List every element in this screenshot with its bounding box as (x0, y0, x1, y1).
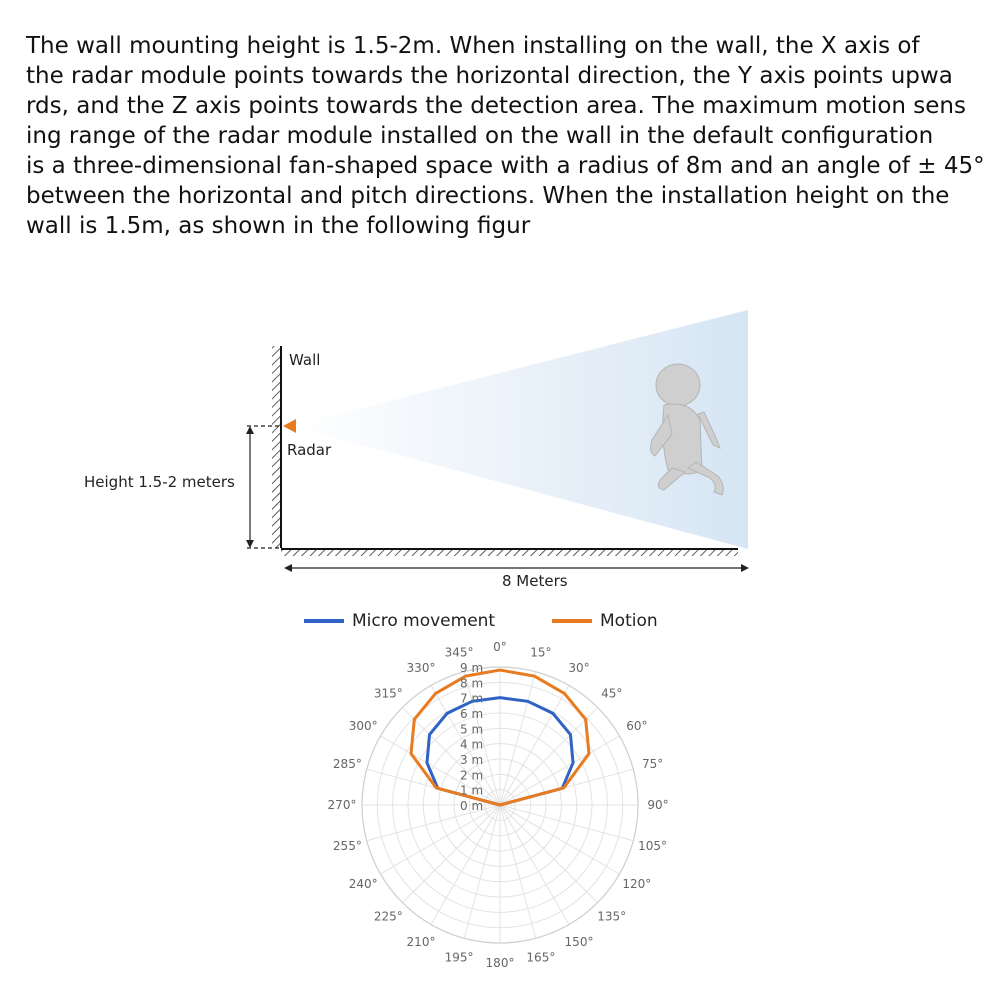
height-label: Height 1.5-2 meters (84, 473, 235, 491)
distance-arrowhead-left (284, 564, 292, 572)
grid-spoke (402, 707, 500, 805)
angle-tick-label: 330° (406, 661, 436, 676)
angle-tick-label: 105° (638, 838, 668, 853)
radar-icon (283, 419, 296, 433)
paragraph-line: rds, and the Z axis points towards the detection area. The maximum motion sens (26, 93, 966, 119)
grid-spoke (500, 672, 536, 805)
paragraph-line: The wall mounting height is 1.5-2m. When installing on the wall, the X axis of (26, 33, 920, 59)
radial-tick-label: 4 m (460, 737, 484, 752)
height-arrowhead-down (246, 540, 254, 548)
polar-chart (300, 640, 700, 970)
radial-tick-label: 1 m (460, 783, 484, 798)
height-arrowhead-up (246, 426, 254, 434)
grid-spoke (500, 805, 633, 841)
paragraph-line: the radar module points towards the horizontal direction, the Y axis points upwa (26, 63, 953, 89)
angle-tick-label: 255° (332, 838, 362, 853)
legend-label-motion: Motion (600, 611, 658, 631)
angle-tick-label: 120° (622, 877, 652, 891)
angle-tick-label: 225° (373, 909, 403, 924)
angle-tick-label: 345° (444, 645, 474, 660)
grid-spoke (500, 805, 598, 903)
angle-tick-label: 300° (348, 719, 378, 733)
wall-hatch (272, 346, 280, 548)
angle-tick-label: 240° (348, 877, 378, 891)
angle-tick-label: 210° (406, 934, 436, 949)
angle-tick-label: 270° (327, 798, 357, 812)
floor-hatch (281, 549, 738, 556)
angle-tick-label: 90° (647, 798, 669, 812)
paragraph-line: ing range of the radar module installed on the wall in the default configuration (26, 123, 934, 149)
angle-tick-label: 180° (485, 956, 515, 970)
radial-tick-label: 5 m (460, 722, 484, 737)
grid-spoke (402, 805, 500, 903)
radial-tick-label: 2 m (460, 768, 484, 783)
grid-spoke (500, 707, 598, 805)
paragraph-line: wall is 1.5m, as shown in the following figur (26, 213, 531, 239)
angle-tick-label: 150° (564, 934, 594, 949)
angle-tick-label: 195° (444, 950, 474, 965)
radial-tick-label: 7 m (460, 691, 484, 706)
install-diagram (0, 300, 1000, 600)
angle-tick-label: 135° (597, 909, 627, 924)
angle-tick-label: 45° (601, 686, 623, 701)
paragraph-line: is a three-dimensional fan-shaped space with a radius of 8m and an angle of ± 45° (26, 153, 985, 179)
grid-spoke (464, 805, 500, 938)
radial-tick-label: 6 m (460, 707, 484, 721)
angle-tick-label: 315° (373, 686, 403, 701)
angle-tick-label: 60° (626, 719, 648, 733)
paragraph-line: between the horizontal and pitch directions. When the installation height on the (26, 183, 950, 209)
distance-arrowhead-right (741, 564, 749, 572)
legend-label-micro: Micro movement (352, 611, 496, 631)
radar-label: Radar (287, 441, 332, 459)
radial-tick-label: 9 m (460, 661, 484, 675)
angle-tick-label: 165° (526, 950, 556, 965)
radial-tick-label: 3 m (460, 753, 484, 767)
radial-tick-label: 8 m (460, 676, 484, 691)
chart-legend (0, 600, 1000, 640)
radial-tick-label: 0 m (460, 799, 484, 813)
angle-tick-label: 15° (530, 645, 552, 660)
angle-tick-label: 30° (568, 661, 590, 676)
angle-tick-label: 285° (332, 757, 362, 772)
angle-tick-label: 75° (641, 757, 664, 772)
grid-spoke (500, 805, 536, 938)
intro-paragraph (26, 31, 985, 241)
angle-tick-label: 0° (493, 640, 507, 654)
distance-label: 8 Meters (502, 572, 568, 590)
wall-label: Wall (289, 351, 321, 369)
